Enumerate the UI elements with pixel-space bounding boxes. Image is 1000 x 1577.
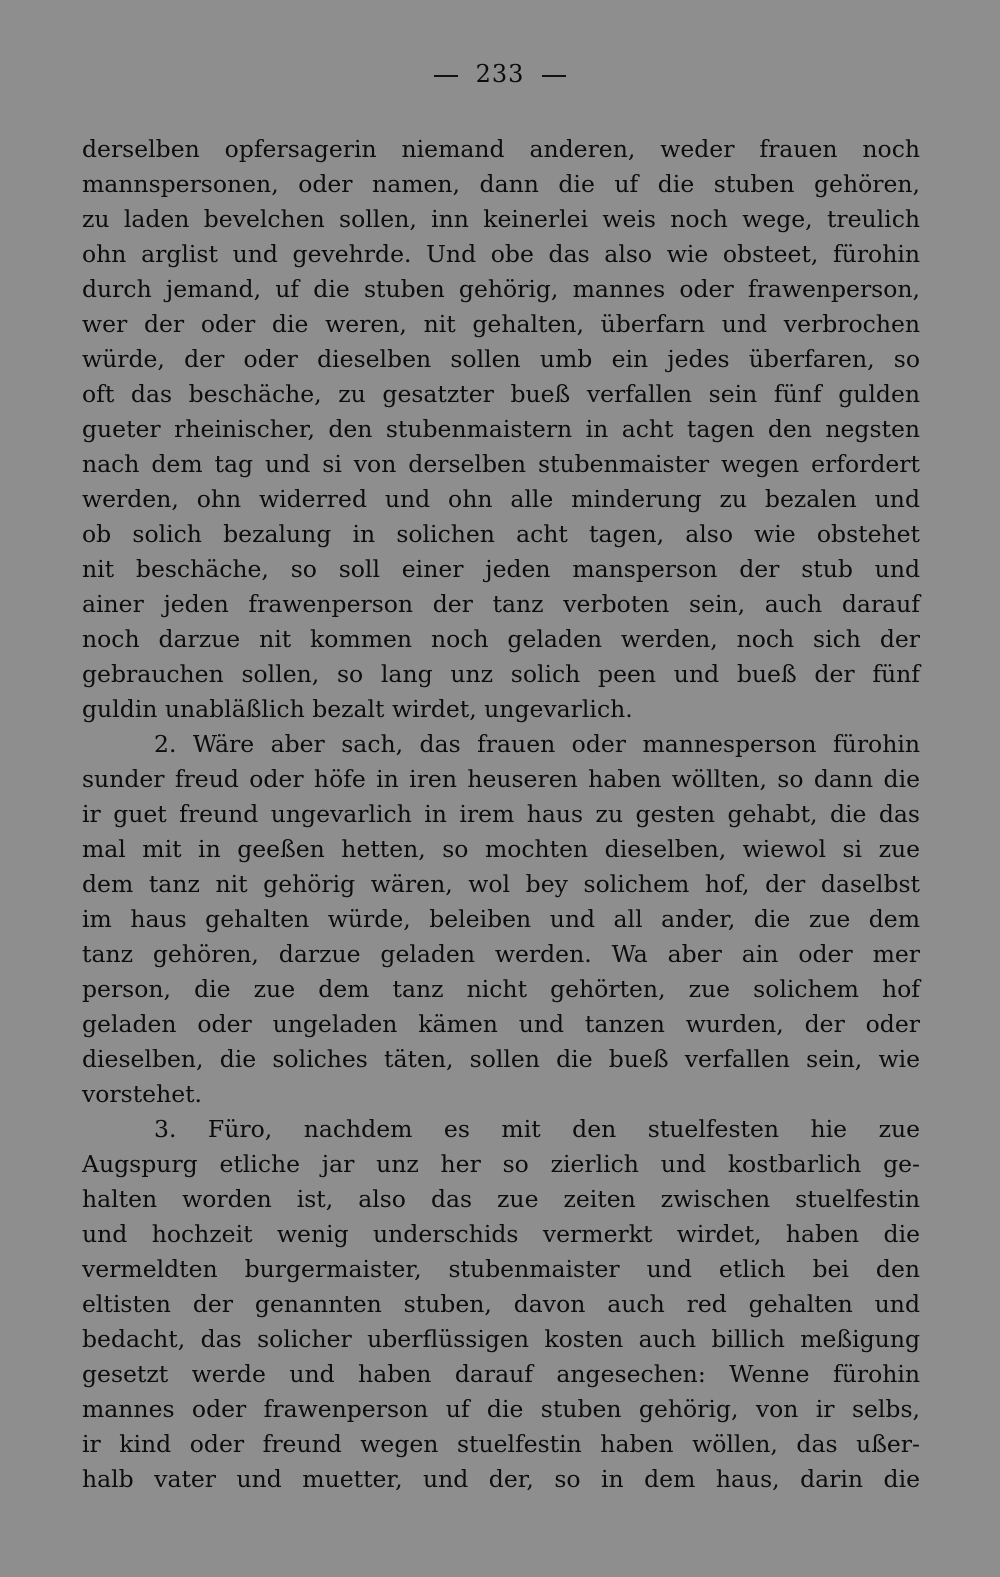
text-line: oft das beschäche, zu gesatzter bueß verfallen sein fünf gulden <box>82 380 920 408</box>
text-line: nach dem tag und si von derselben stubenmaister wegen erfordert <box>82 450 920 478</box>
page-number: 233 <box>475 60 525 88</box>
paragraph-2-start: 2. Wäre aber sach, das frauen oder mannesperson fürohin <box>154 730 920 758</box>
text-line: wer der oder die weren, nit gehalten, überfarn und verbrochen <box>82 310 920 338</box>
text-line: im haus gehalten würde, beleiben und all ander, die zue dem <box>82 905 920 933</box>
text-line: geladen oder ungeladen kämen und tanzen wurden, der oder <box>82 1010 920 1038</box>
text-line: zu laden bevelchen sollen, inn keinerlei weis noch wege, treulich <box>82 205 920 233</box>
text-line: halten worden ist, also das zue zeiten zwischen stuelfestin <box>82 1185 920 1213</box>
text-line: gebrauchen sollen, so lang unz solich peen und bueß der fünf <box>82 660 920 688</box>
text-line: bedacht, das solicher uberflüssigen kosten auch billich meßigung <box>82 1325 920 1353</box>
text-line: ob solich bezalung in solichen acht tagen, also wie obstehet <box>82 520 920 548</box>
text-line: ainer jeden frawenperson der tanz verboten sein, auch darauf <box>82 590 920 618</box>
dash-left <box>434 75 458 77</box>
text-line: Augspurg etliche jar unz her so zierlich und kostbarlich ge- <box>82 1150 920 1178</box>
text-line: und hochzeit wenig underschids vermerkt wirdet, haben die <box>82 1220 920 1248</box>
text-line: person, die zue dem tanz nicht gehörten, zue solichem hof <box>82 975 920 1003</box>
dash-right <box>542 75 566 77</box>
text-line: vermeldten burgermaister, stubenmaister und etlich bei den <box>82 1255 920 1283</box>
text-line: werden, ohn widerred und ohn alle minderung zu bezalen und <box>82 485 920 513</box>
text-line: derselben opfersagerin niemand anderen, weder frauen noch <box>82 135 920 163</box>
text-line: mal mit in geeßen hetten, so mochten dieselben, wiewol si zue <box>82 835 920 863</box>
body-text <box>82 132 920 1497</box>
paragraph-3-start: 3. Füro, nachdem es mit den stuelfesten hie zue <box>154 1115 920 1143</box>
text-line: noch darzue nit kommen noch geladen werden, noch sich der <box>82 625 920 653</box>
text-line: guldin unabläßlich bezalt wirdet, ungevarlich. <box>82 695 633 723</box>
text-line: würde, der oder dieselben sollen umb ein jedes überfaren, so <box>82 345 920 373</box>
text-line: eltisten der genannten stuben, davon auch red gehalten und <box>82 1290 920 1318</box>
text-line: vorstehet. <box>82 1080 203 1108</box>
text-line: ohn arglist und gevehrde. Und obe das also wie obsteet, fürohin <box>82 240 920 268</box>
text-line: halb vater und muetter, und der, so in dem haus, darin die <box>82 1465 920 1493</box>
text-line: dem tanz nit gehörig wären, wol bey solichem hof, der daselbst <box>82 870 920 898</box>
text-line: nit beschäche, so soll einer jeden mansperson der stub und <box>82 555 920 583</box>
text-line: mannspersonen, oder namen, dann die uf die stuben gehören, <box>82 170 920 198</box>
text-line: durch jemand, uf die stuben gehörig, mannes oder frawenperson, <box>82 275 920 303</box>
text-line: gueter rheinischer, den stubenmaistern in acht tagen den negsten <box>82 415 920 443</box>
text-line: dieselben, die soliches täten, sollen die bueß verfallen sein, wie <box>82 1045 920 1073</box>
text-line: tanz gehören, darzue geladen werden. Wa aber ain oder mer <box>82 940 920 968</box>
page-number-header <box>0 60 1000 88</box>
text-line: sunder freud oder höfe in iren heuseren haben wöllten, so dann die <box>82 765 920 793</box>
text-line: mannes oder frawenperson uf die stuben gehörig, von ir selbs, <box>82 1395 920 1423</box>
text-line: ir kind oder freund wegen stuelfestin haben wöllen, das ußer- <box>82 1430 920 1458</box>
text-line: ir guet freund ungevarlich in irem haus zu gesten gehabt, die das <box>82 800 920 828</box>
text-line: gesetzt werde und haben darauf angesechen: Wenne fürohin <box>82 1360 920 1388</box>
